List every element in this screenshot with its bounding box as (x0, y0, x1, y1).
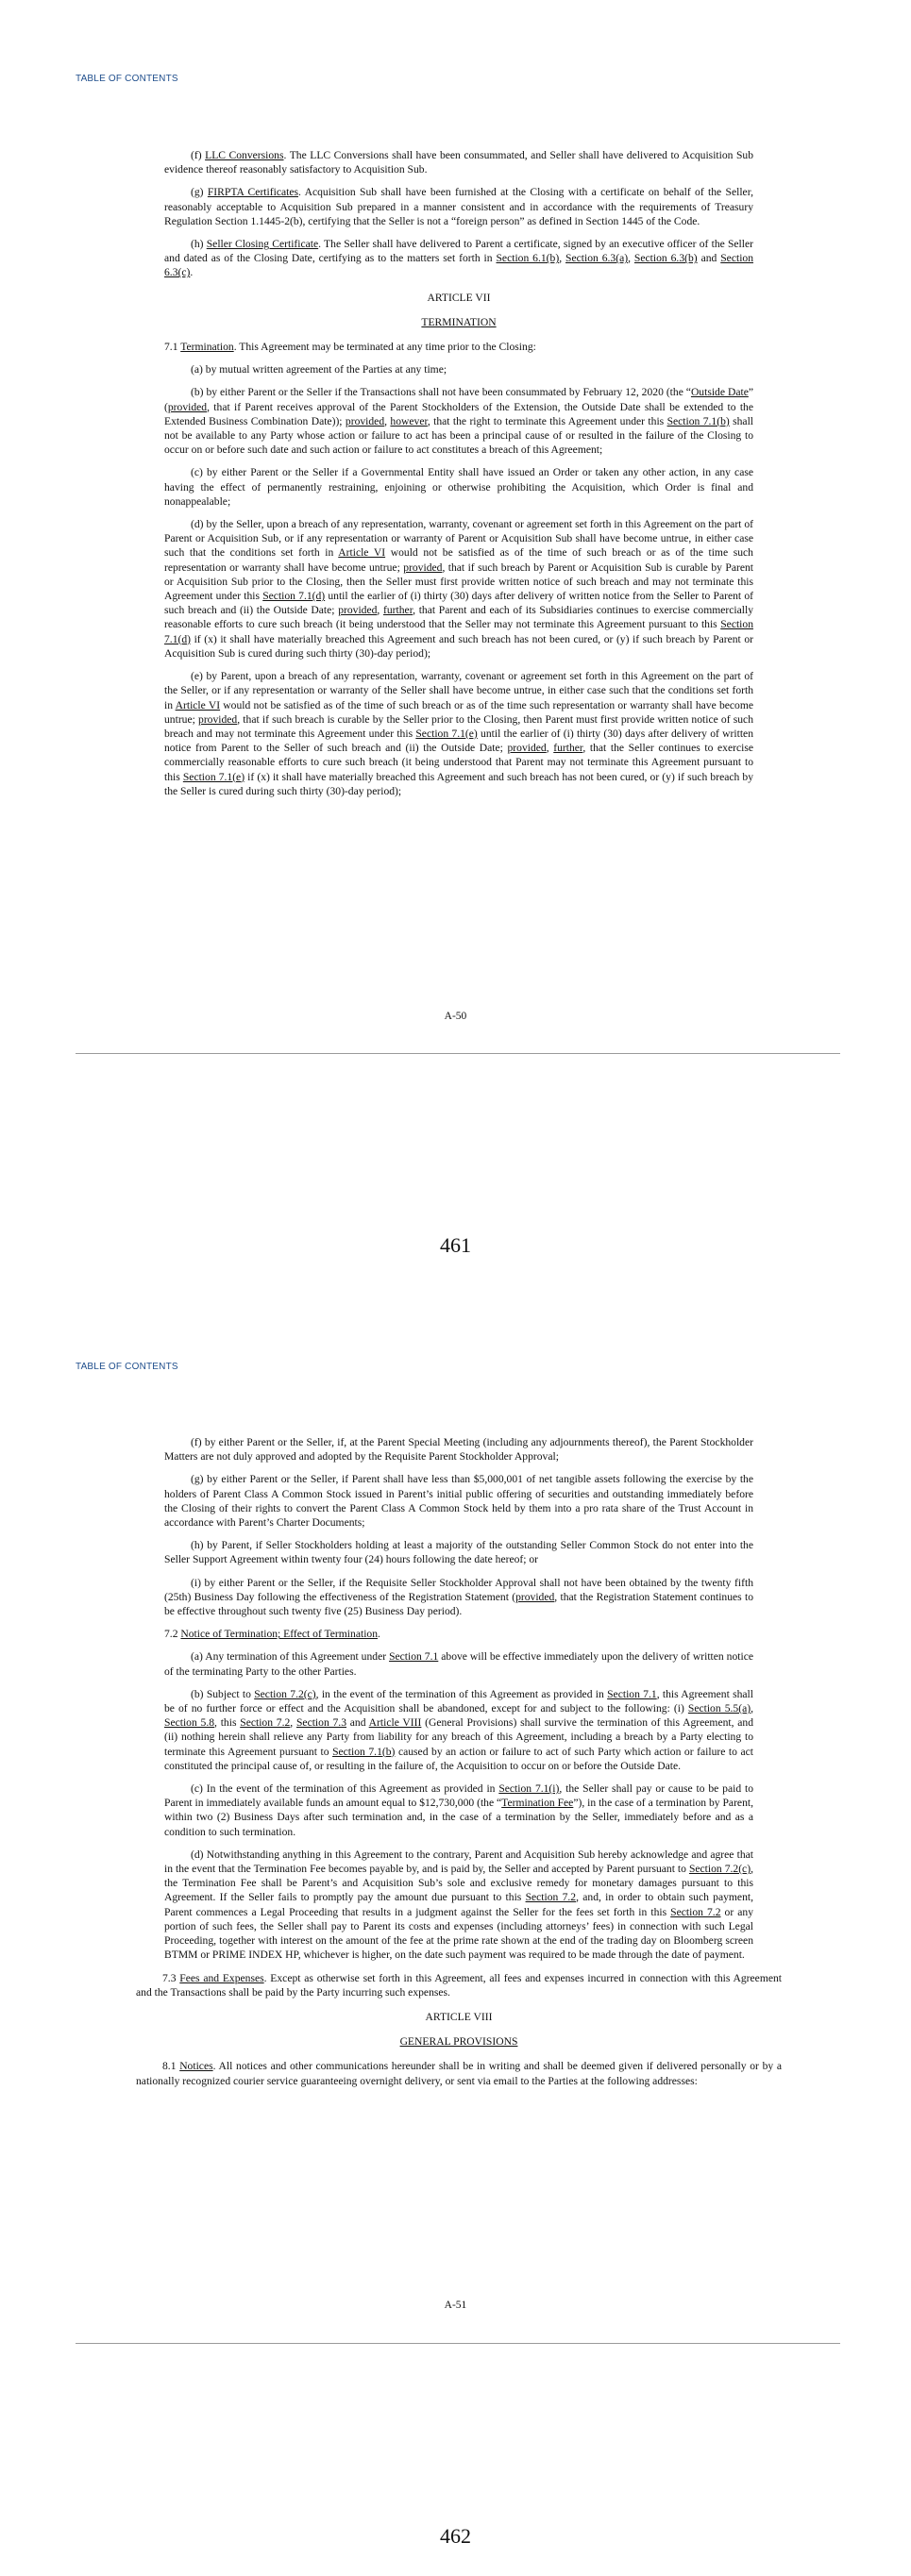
section-7-1: 7.1 Termination. This Agreement may be terminated at any time prior to the Closing: (164, 341, 536, 354)
section-ref-link[interactable]: Section 7.2 (240, 1716, 291, 1730)
clause-7-1-f: (f) by either Parent or the Seller, if, at the Parent Special Meeting (including any adjournments thereof), the Parent Stockholder Matters are not duly approved and adopted by the Requisite Parent Stockholder Approval; (164, 1436, 753, 1464)
article-title: TERMINATION (421, 315, 497, 328)
page-footer-number: A-51 (444, 2300, 467, 2311)
clause-7-2-d: (d) Notwithstanding anything in this Agreement to the contrary, Parent and Acquisition Sub hereby acknowledge and agree that in the event that the Termination Fee becomes payable by, and is paid by, the Seller and accepted by Parent pursuant to Section 7.2(c), the Termination Fee shall be Parent’s and Acquisition Sub’s sole and exclusive remedy for monetary damages pursuant to this Agreement. If the Seller fails to promptly pay the amount due pursuant to this Section 7.2, and, in order to obtain such payment, Parent commences a Legal Proceeding that results in a judgment against the Seller for the fees set forth in this Section 7.2 or any portion of such fees, the Seller shall pay to Parent its costs and expenses (including attorneys’ fees) in connection with such Legal Proceeding, together with interest on the amount of the fee at the prime rate shown at the end of the trading day on Bloomberg screen BTMM or PRIME INDEX HP, whichever is higher, on the date such payment was required to be made through the date of payment. (164, 1848, 753, 1962)
pdf-page-number: 461 (440, 1233, 471, 1257)
table-of-contents-link[interactable]: TABLE OF CONTENTS (76, 1362, 178, 1372)
section-ref-link[interactable]: Section 6.3(b) (633, 252, 698, 265)
article-heading: ARTICLE VIII (425, 2010, 493, 2023)
section-7-2: 7.2 Notice of Termination; Effect of Termination. (164, 1628, 380, 1641)
section-ref-link[interactable]: Section 7.2 (525, 1891, 577, 1904)
page-divider (76, 2343, 840, 2344)
section-ref-link[interactable]: Article VIII (368, 1716, 422, 1730)
clause-7-1-e: (e) by Parent, upon a breach of any representation, warranty, covenant or agreement set forth in this Agreement on the part of the Seller, or if any representation or warranty of the Seller shall have become untrue, in either case such that the conditions set forth in Article VI would not be satisfied as of the time of such breach or as of the time such representation or warranty shall have become untrue; provided, that if such breach is curable by the Seller prior to the Closing, then Parent must first provide written notice of such breach and may not terminate this Agreement under this Section 7.1(e) until the earlier of (i) thirty (30) days after delivery of written notice from Parent to the Seller of such breach and (ii) the Outside Date; provided, further, that the Seller continues to exercise commercially reasonable efforts to cure such breach (it being understood that Parent may not terminate this Agreement pursuant to this Section 7.1(e) if (x) it shall have materially breached this Agreement and such breach has not been cured, or (y) if such breach by the Seller is cured during such thirty (30)-day period); (164, 670, 754, 797)
section-7-3: 7.3 Fees and Expenses. Except as otherwise set forth in this Agreement, all fees and expenses incurred in connection with this Agreement and the Transactions shall be paid by the Party incurring such expenses. (136, 1971, 783, 1999)
clause-7-1-a: (a) by mutual written agreement of the Parties at any time; (191, 363, 447, 376)
section-ref-link[interactable]: Section 7.1(e) (182, 770, 245, 783)
section-ref-link[interactable]: Section 6.3(c) (164, 252, 754, 279)
section-ref-link[interactable]: Section 7.1(b) (666, 414, 730, 427)
clause-7-2-a: (a) Any termination of this Agreement under Section 7.1 above will be effective immediately upon the delivery of written notice of the terminating Party to the other Parties. (164, 1650, 753, 1678)
section-ref-link[interactable]: Section 7.3 (295, 1716, 347, 1730)
section-ref-link[interactable]: Section 7.1(d) (262, 590, 326, 603)
section-ref-link[interactable]: Section 7.1(e) (415, 727, 478, 740)
section-ref-link[interactable]: Section 6.1(b) (496, 252, 560, 265)
article-title: GENERAL PROVISIONS (399, 2035, 518, 2049)
clause-7-1-d: (d) by the Seller, upon a breach of any representation, warranty, covenant or agreement set forth in this Agreement on the part of Parent or Acquisition Sub, or if any representation or warranty of Parent or Acquisition Sub shall have become untrue, in either case such that the conditions set forth in Article VI would not be satisfied as of the time of such breach or as of the time such representation or warranty shall have become untrue; provided, that if such breach by Parent or Acquisition Sub is curable by Parent or Acquisition Sub prior to the Closing, then the Seller must first provide written notice of such breach and may not terminate this Agreement under this Section 7.1(d) until the earlier of (i) thirty (30) days after delivery of written notice from the Seller to Parent of such breach and (ii) the Outside Date; provided, further, that Parent and each of its Subsidiaries continues to exercise commercially reasonable efforts to cure such breach (it being understood that the Seller may not terminate this Agreement pursuant to this Section 7.1(d) if (x) it shall have materially breached this Agreement and such breach has not been cured, or (y) if such breach by Parent or Acquisition Sub is cured during such thirty (30)-day period); (164, 518, 753, 660)
article-heading: ARTICLE VII (427, 291, 491, 304)
section-ref-link[interactable]: Section 7.1 (389, 1650, 439, 1664)
page-2-body (136, 1435, 783, 2097)
section-ref-link[interactable]: Section 7.1(d) (164, 618, 753, 645)
section-ref-link[interactable]: Section 6.3(a) (565, 252, 629, 265)
section-ref-link[interactable]: Section 7.2(c) (254, 1687, 316, 1700)
clause-6-3-f: (f) LLC Conversions. The LLC Conversions shall have been consummated, and Seller shall have delivered to Acquisition Sub evidence thereof reasonably satisfactory to Acquisition Sub. (164, 149, 754, 176)
section-8-1: 8.1 Notices. All notices and other communications hereunder shall be in writing and shall be deemed given if delivered personally or by a nationally recognized courier service guaranteeing overnight delivery, or sent via email to the Parties at the following addresses: (136, 2060, 783, 2087)
section-ref-link[interactable]: Section 5.8 (164, 1716, 215, 1730)
clause-7-1-h: (h) by Parent, if Seller Stockholders holding at least a majority of the outstanding Seller Common Stock do not enter into the Seller Support Agreement within twenty four (24) hours following the date hereof; or (164, 1539, 753, 1566)
page-1-body (164, 148, 753, 807)
clause-6-3-h: (h) Seller Closing Certificate. The Seller shall have delivered to Parent a certificate, signed by an executive officer of the Seller and dated as of the Closing Date, certifying as to the matters set forth in Section 6.1(b), Section 6.3(a), Section 6.3(b) and Section 6.3(c). (164, 238, 754, 279)
section-ref-link[interactable]: Section 7.1 (607, 1687, 657, 1700)
page-divider (76, 1053, 840, 1054)
clause-7-1-i: (i) by either Parent or the Seller, if the Requisite Seller Stockholder Approval shall not have been obtained by the twenty fifth (25th) Business Day following the effectiveness of the Registration Statement (provided, that the Registration Statement continues to be effective throughout such twenty five (25) Business Day period). (164, 1576, 753, 1618)
section-ref-link[interactable]: Section 7.2(c) (688, 1863, 751, 1876)
section-ref-link[interactable]: Article VI (175, 698, 221, 711)
page-footer-number: A-50 (444, 1011, 467, 1022)
clause-7-2-c: (c) In the event of the termination of this Agreement as provided in Section 7.1(i), the Seller shall pay or cause to be paid to Parent in immediately available funds an amount equal to $12,730,000 (the “Termination Fee”), in the case of a termination by Parent, within two (2) Business Days after such termination and, in the case of a termination by the Seller, immediately before and as a condition to such termination. (164, 1782, 754, 1838)
clause-7-2-b: (b) Subject to Section 7.2(c), in the event of the termination of this Agreement as provided in Section 7.1, this Agreement shall be of no further force or effect and the Acquisition shall be abandoned, except for and subject to the following: (i) Section 5.5(a), Section 5.8, this Section 7.2, Section 7.3 and Article VIII (General Provisions) shall survive the termination of this Agreement, and (ii) nothing herein shall relieve any Party from liability for any breach of this Agreement, including a breach by a Party electing to terminate this Agreement pursuant to Section 7.1(b) caused by an action or failure to act of such Party which action or failure to act constituted the principal cause of, or resulting in the failure of, the Acquisition to occur on or before the Outside Date. (164, 1687, 754, 1772)
clause-7-1-b: (b) by either Parent or the Seller if the Transactions shall not have been consummated by February 12, 2020 (the “Outside Date” (provided, that if Parent receives approval of the Parent Stockholders of the Extension, the Outside Date shall be extended to the Extended Business Combination Date)); provided, however, that the right to terminate this Agreement under this Section 7.1(b) shall not be available to any Party whose action or failure to act has been a principal cause of or resulted in the failure of the Closing to occur on or before such date and such action or failure to act constitutes a breach of this Agreement; (164, 386, 754, 457)
clause-7-1-g: (g) by either Parent or the Seller, if Parent shall have less than $5,000,001 of net tangible assets following the exercise by the holders of Parent Class A Common Stock issued in Parent’s initial public offering of securities and outstanding immediately before the Closing of their rights to convert the Parent Class A Common Stock held by them into a pro rata share of the Trust Account in accordance with Parent’s Charter Documents; (164, 1473, 753, 1530)
section-ref-link[interactable]: Section 7.1(b) (332, 1745, 396, 1758)
section-ref-link[interactable]: Article VI (338, 546, 386, 560)
clause-6-3-g: (g) FIRPTA Certificates. Acquisition Sub shall have been furnished at the Closing with a certificate on behalf of the Seller, reasonably acceptable to Acquisition Sub prepared in a manner consistent and in accordance with the requirements of Treasury Regulation Section 1.1445-2(b), certifying that the Seller is not a “foreign person” as defined in Section 1445 of the Code. (164, 186, 753, 227)
table-of-contents-link[interactable]: TABLE OF CONTENTS (76, 74, 178, 84)
pdf-page-number: 462 (440, 2524, 471, 2548)
clause-7-1-c: (c) by either Parent or the Seller if a Governmental Entity shall have issued an Order or taken any other action, in any case having the effect of permanently restraining, enjoining or otherwise prohibiting the Acquisition, which Order is final and nonappealable; (164, 466, 753, 508)
section-ref-link[interactable]: Section 7.1(i) (498, 1782, 560, 1796)
section-ref-link[interactable]: Section 5.5(a) (687, 1702, 751, 1715)
section-ref-link[interactable]: Section 7.2 (670, 1905, 721, 1918)
